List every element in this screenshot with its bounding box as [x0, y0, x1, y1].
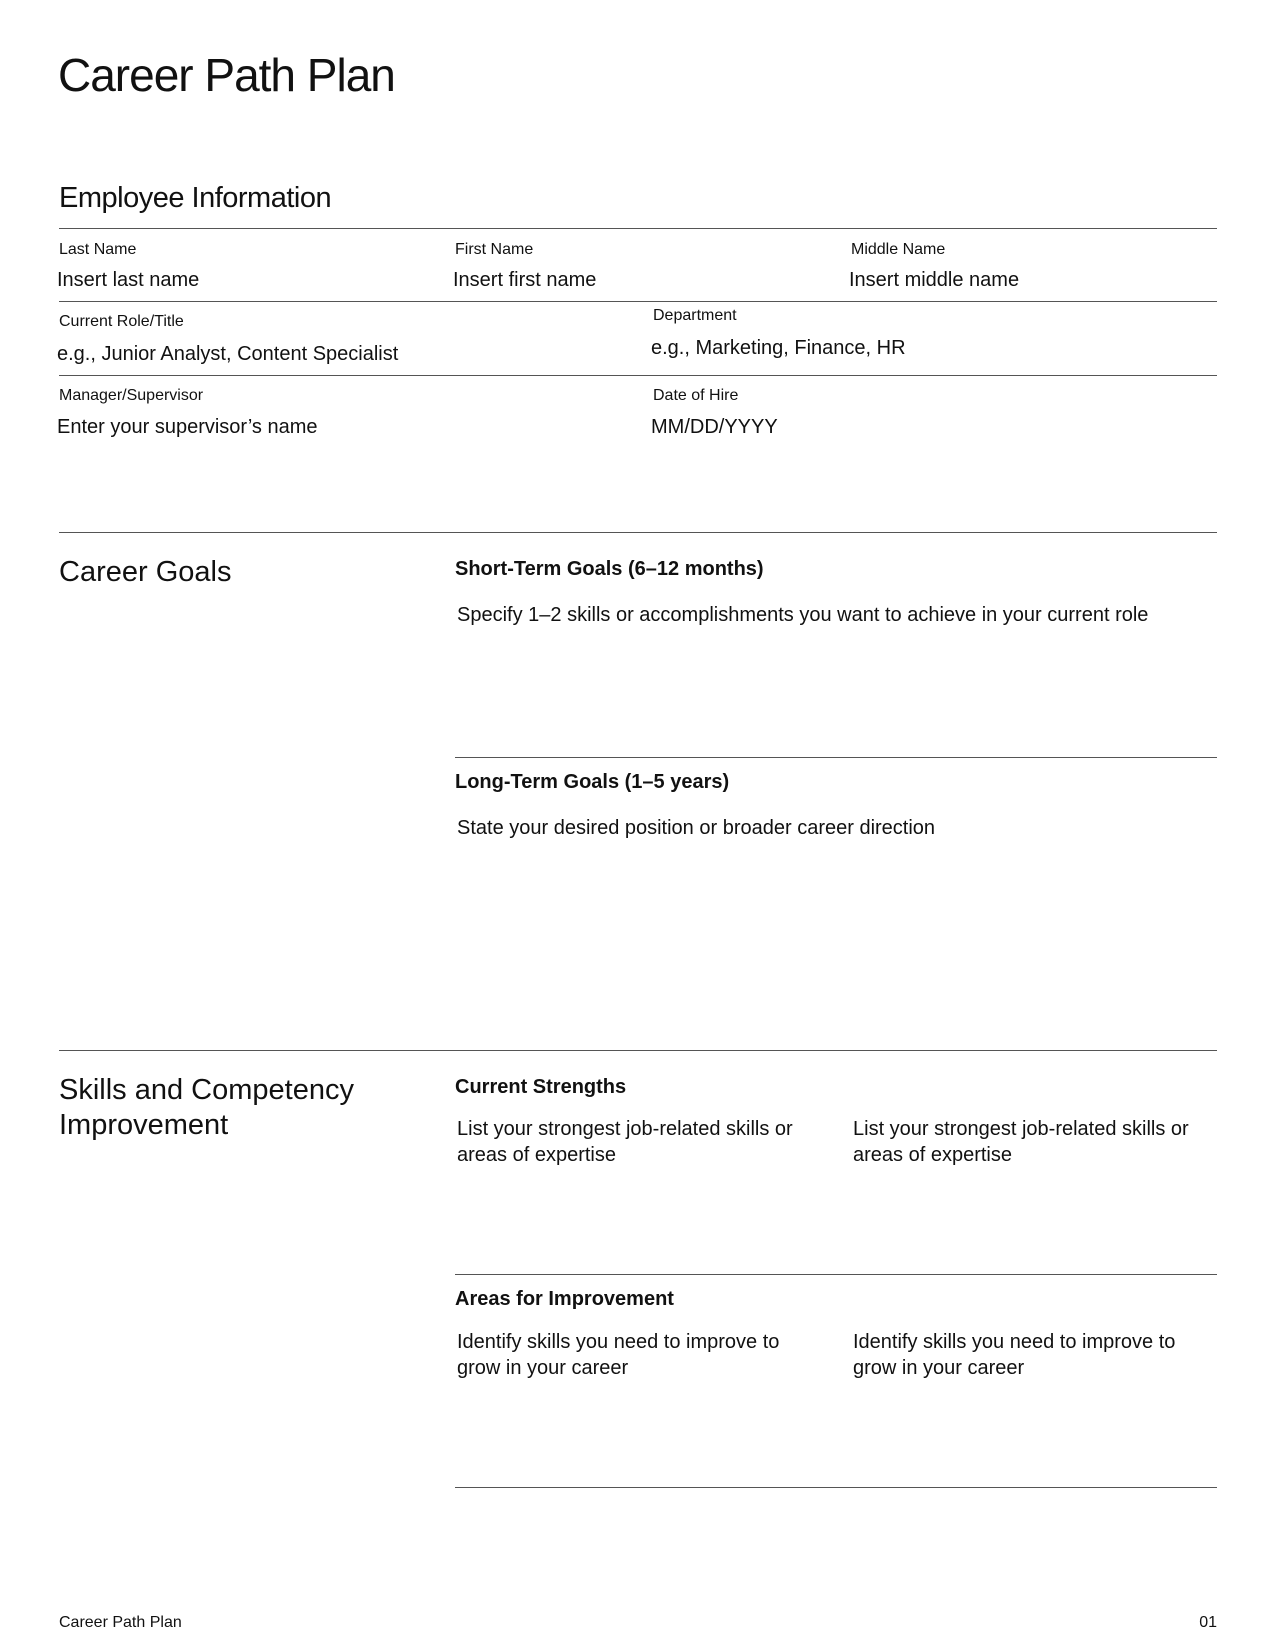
department-field[interactable]: e.g., Marketing, Finance, HR — [651, 337, 906, 359]
skills-heading: Skills and Competency Improvement — [59, 1074, 354, 1141]
last-name-field[interactable]: Insert last name — [57, 269, 200, 291]
divider — [59, 228, 1217, 229]
long-term-field[interactable]: State your desired position or broader career direction — [457, 817, 936, 839]
manager-label: Manager/Supervisor — [59, 387, 204, 404]
improvement-field-2[interactable]: Identify skills you need to improve to grow in your career — [853, 1331, 1176, 1379]
role-label: Current Role/Title — [59, 313, 184, 330]
footer-doc-name: Career Path Plan — [59, 1614, 182, 1631]
strengths-field-1[interactable]: List your strongest job-related skills or areas of expertise — [457, 1118, 793, 1166]
department-label: Department — [653, 307, 737, 324]
manager-field[interactable]: Enter your supervisor’s name — [57, 416, 318, 438]
improvement-field-1[interactable]: Identify skills you need to improve to grow in your career — [457, 1331, 780, 1379]
first-name-field[interactable]: Insert first name — [453, 269, 597, 291]
short-term-field[interactable]: Specify 1–2 skills or accomplishments you want to achieve in your current role — [457, 604, 1149, 626]
divider — [59, 301, 1217, 302]
strengths-field-2[interactable]: List your strongest job-related skills or areas of expertise — [853, 1118, 1189, 1166]
hire-date-label: Date of Hire — [653, 387, 739, 404]
divider — [455, 1487, 1217, 1488]
improvement-title: Areas for Improvement — [455, 1288, 674, 1310]
last-name-label: Last Name — [59, 241, 137, 258]
first-name-label: First Name — [455, 241, 534, 258]
divider — [59, 532, 1217, 533]
divider — [59, 1050, 1217, 1051]
strengths-title: Current Strengths — [455, 1076, 627, 1098]
long-term-title: Long-Term Goals (1–5 years) — [455, 771, 730, 793]
divider — [455, 1274, 1217, 1275]
page-number: 01 — [1199, 1614, 1217, 1631]
employee-info-heading: Employee Information — [59, 182, 332, 214]
divider — [455, 757, 1217, 758]
middle-name-label: Middle Name — [851, 241, 946, 258]
page-title: Career Path Plan — [58, 49, 395, 101]
hire-date-field[interactable]: MM/DD/YYYY — [651, 416, 778, 438]
career-goals-heading: Career Goals — [59, 556, 232, 588]
role-field[interactable]: e.g., Junior Analyst, Content Specialist — [57, 343, 399, 365]
divider — [59, 375, 1217, 376]
middle-name-field[interactable]: Insert middle name — [849, 269, 1020, 291]
short-term-title: Short-Term Goals (6–12 months) — [455, 558, 764, 580]
